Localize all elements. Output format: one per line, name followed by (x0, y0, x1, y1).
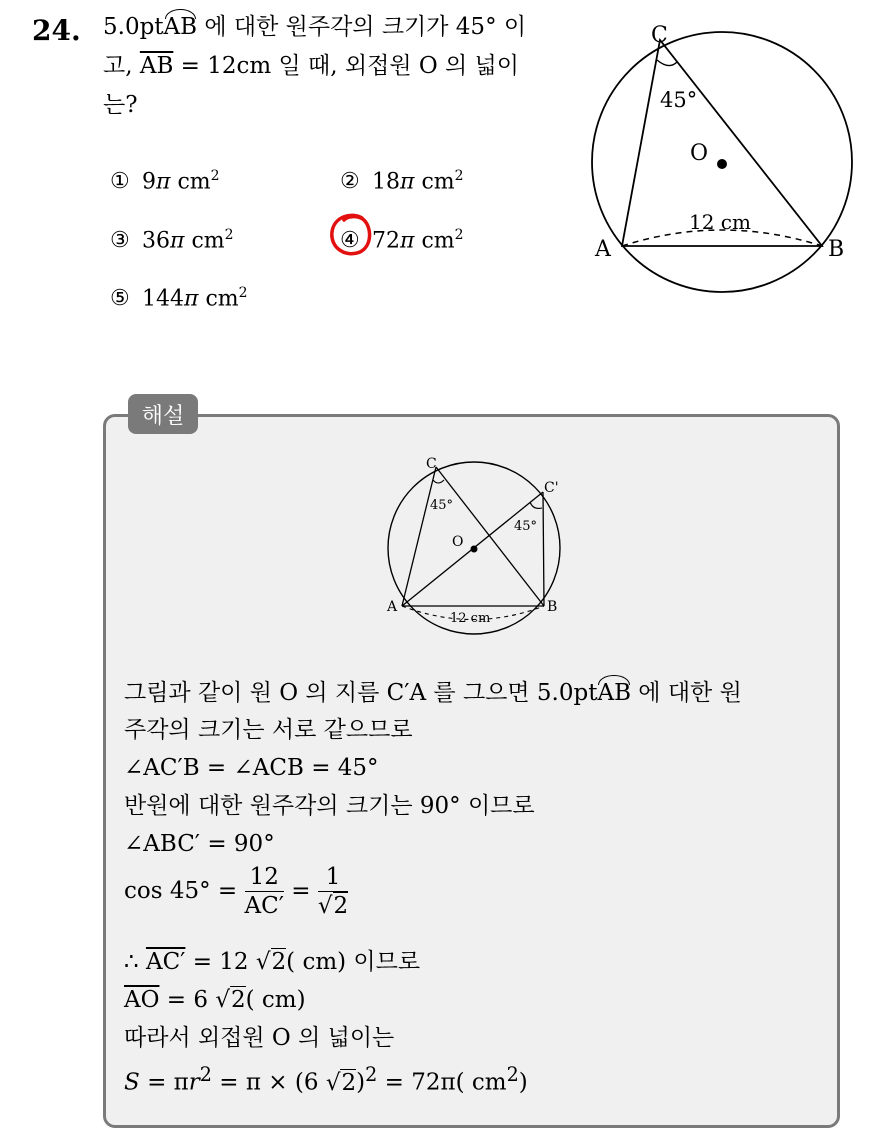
sol-label-o: O (452, 534, 464, 550)
segment-ab: $\overline{AB}$ (139, 53, 174, 79)
angle-label: 45° (660, 88, 698, 112)
label-c: C (651, 23, 668, 48)
choice-1[interactable]: ① 9π $cm^2$ (110, 168, 220, 195)
choice-2[interactable]: ② 18π $cm^2$ (340, 168, 464, 195)
sol-angle-2: 45° (514, 519, 538, 534)
solution-line-6: cos 45° = $\frac{12}{AC'}$ = $\frac{1}{√2}$ (124, 864, 349, 919)
solution-line-4: 반원에 대한 원주각의 크기는 90° 이므로 (124, 793, 535, 819)
solution-line-10: $S = \pi r^2 = \pi \times (6$ √2)$^2$ = 72π( $cm^2$) (124, 1063, 528, 1096)
solution-line-3: ∠AC′B = ∠ACB = 45° (124, 755, 379, 781)
solution-line-2: 주각의 크기는 서로 같으므로 (124, 717, 413, 743)
arc-ab: AB (163, 14, 198, 40)
sol-length: 12 cm (450, 611, 491, 626)
sol-label-b: B (547, 599, 558, 615)
solution-line-7: ∴ AC′ = 12 √2( cm) 이므로 (124, 949, 421, 975)
solution-line-8: $\overline{AO} = 6$ √2( cm) (124, 987, 306, 1013)
sol-label-a: A (387, 599, 398, 615)
solution-line-9: 따라서 외접원 O 의 넓이는 (124, 1025, 395, 1051)
choice-4[interactable]: ④ 72π $cm^2$ (340, 227, 464, 254)
solution-badge: 해설 (128, 394, 198, 434)
question-number: 24. (32, 14, 81, 47)
length-label: 12 cm (689, 210, 751, 234)
sol-angle-1: 45° (430, 498, 454, 513)
choice-5[interactable]: ⑤ 144π $cm^2$ (110, 285, 248, 312)
question-line-2: 고, $\overline{AB} = 12cm$ 일 때, 외접원 O 의 넓이 (103, 53, 519, 79)
answer-circle-icon (326, 210, 376, 262)
choice-3[interactable]: ③ 36π $cm^2$ (110, 227, 234, 254)
question-line-3: 는? (103, 92, 138, 118)
solution-line-5: ∠ABC′ = 90° (124, 831, 275, 857)
question-line-1: 5.0ptAB 에 대한 원주각의 크기가 45° 이 (103, 14, 527, 40)
sol-label-c-prime: C' (544, 480, 559, 496)
label-o: O (690, 141, 709, 166)
solution-line-1: 그림과 같이 원 O 의 지름 C′A 를 그으면 5.0ptAB 에 대한 원 (124, 680, 742, 706)
solution-figure (380, 450, 576, 635)
sol-label-c: C (426, 456, 437, 472)
label-b: B (828, 237, 845, 262)
label-a: A (595, 237, 611, 262)
question-figure (585, 18, 875, 303)
